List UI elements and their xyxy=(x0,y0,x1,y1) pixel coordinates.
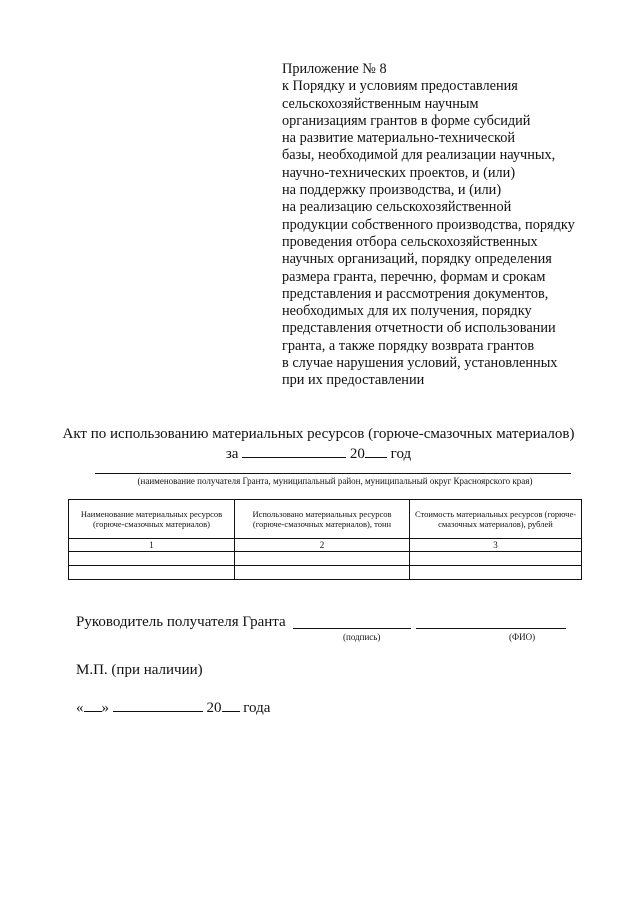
signature-label: Руководитель получателя Гранта xyxy=(76,614,286,630)
appendix-line: в случае нарушения условий, установленных xyxy=(282,355,558,372)
table-row xyxy=(69,552,582,566)
date-open-quote: « xyxy=(76,700,84,716)
period-blank-field[interactable] xyxy=(242,443,346,458)
appendix-line: проведения отбора сельскохозяйственных xyxy=(282,233,538,250)
column-number: 2 xyxy=(235,539,410,552)
appendix-line: сельскохозяйственным научным xyxy=(282,95,479,112)
date-suffix: года xyxy=(243,700,271,716)
appendix-line: представления и рассмотрения документов, xyxy=(282,285,549,302)
appendix-line: на реализацию сельскохозяйственной xyxy=(282,199,512,216)
table-cell[interactable] xyxy=(410,566,582,580)
date-close-quote: » xyxy=(101,700,109,716)
signature-field[interactable] xyxy=(293,628,411,629)
month-field[interactable] xyxy=(113,697,203,712)
table-number-row xyxy=(69,539,582,552)
signature-caption: (подпись) xyxy=(343,632,381,642)
resources-table xyxy=(68,499,582,580)
appendix-line: к Порядку и условиям предоставления xyxy=(282,78,518,95)
appendix-line: Приложение № 8 xyxy=(282,61,387,77)
header-resource-cost: Стоимость материальных ресурсов (горюче-смазочных материалов), рублей xyxy=(410,500,582,539)
recipient-name-field[interactable] xyxy=(95,473,571,474)
table-row xyxy=(69,566,582,580)
date-year-field[interactable] xyxy=(222,697,240,712)
appendix-line: размера гранта, перечню, формам и срокам xyxy=(282,268,546,285)
stamp-note: М.П. (при наличии) xyxy=(76,662,203,678)
appendix-line: представления отчетности об использовании xyxy=(282,320,556,337)
appendix-line: на поддержку производства, и (или) xyxy=(282,182,502,199)
column-number: 1 xyxy=(69,539,235,552)
column-number: 3 xyxy=(410,539,582,552)
table-cell[interactable] xyxy=(410,552,582,566)
date-year-prefix: 20 xyxy=(206,700,222,716)
period-year: 20 xyxy=(349,446,365,462)
appendix-line: организациям грантов в форме субсидий xyxy=(282,112,531,129)
recipient-caption: (наименование получателя Гранта, муниципальный район, муниципальный округ Красноярского края) xyxy=(137,476,533,486)
appendix-line: необходимых для их получения, порядку xyxy=(282,303,532,320)
date-line xyxy=(76,697,270,717)
appendix-line: базы, необходимой для реализации научных, xyxy=(282,147,556,164)
year-blank-field[interactable] xyxy=(365,443,387,458)
appendix-line: научных организаций, порядку определения xyxy=(282,251,552,268)
appendix-line: на развитие материально-технической xyxy=(282,130,516,147)
act-period xyxy=(0,443,637,463)
table-header-row xyxy=(69,500,582,539)
table-cell[interactable] xyxy=(69,566,235,580)
period-prefix: за xyxy=(225,446,239,462)
appendix-line: продукции собственного производства, порядку xyxy=(282,216,575,233)
full-name-caption: (ФИО) xyxy=(509,632,536,642)
table-cell[interactable] xyxy=(69,552,235,566)
appendix-header xyxy=(282,61,575,390)
appendix-line: научно-технических проектов, и (или) xyxy=(282,164,516,181)
header-resource-name: Наименование материальных ресурсов (горюче-смазочных материалов) xyxy=(69,500,235,539)
appendix-line: гранта, а также порядку возврата грантов xyxy=(282,337,535,354)
appendix-line: при их предоставлении xyxy=(282,372,425,389)
table-cell[interactable] xyxy=(235,552,410,566)
act-title: Акт по использованию материальных ресурсов (горюче-смазочных материалов) xyxy=(62,426,575,442)
full-name-field[interactable] xyxy=(416,628,566,629)
header-resource-used: Использовано материальных ресурсов (горюче-смазочных материалов), тонн xyxy=(235,500,410,539)
table-cell[interactable] xyxy=(235,566,410,580)
period-suffix: год xyxy=(390,446,412,462)
day-field[interactable] xyxy=(84,697,102,712)
